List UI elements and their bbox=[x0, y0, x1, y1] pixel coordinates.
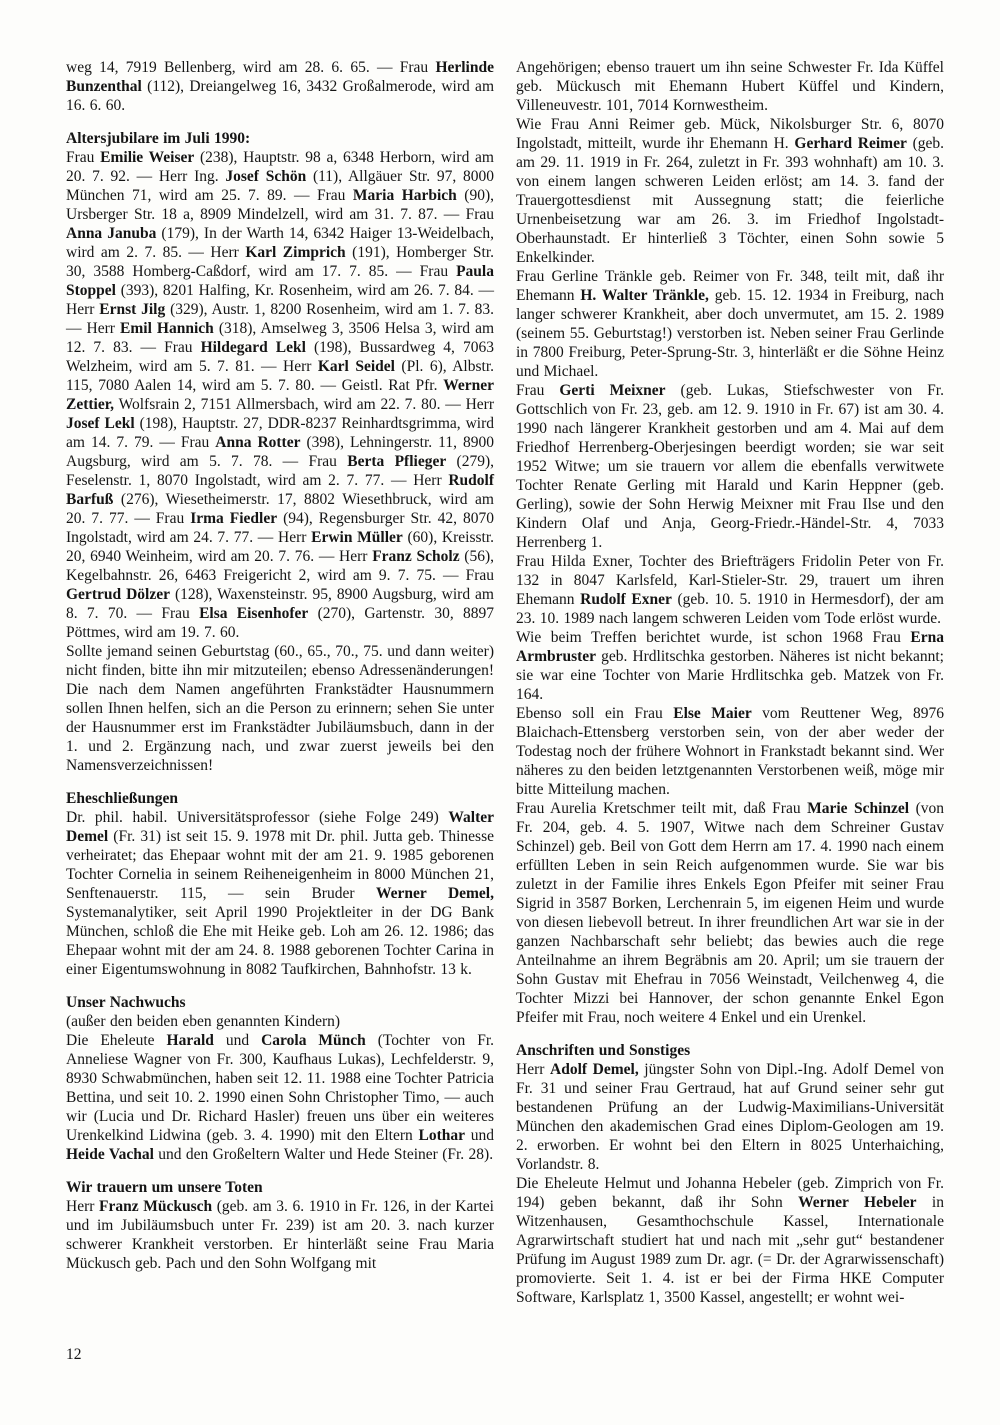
body-text: und bbox=[465, 1127, 495, 1144]
body-text: (geb. 10. 5. 1910 in Hermesdorf), der am 23. 10. 1989 nach langem schweren Leiden vom Tode erlöst wurde. bbox=[516, 591, 944, 627]
bold-text: Gertrud Dölzer bbox=[66, 586, 170, 603]
left-column bbox=[66, 58, 494, 1307]
body-text: (von Fr. 204, geb. 4. 5. 1907, Witwe nach dem Schreiner Gustav Schinzel) geb. Beil von Gott dem Herrn am 17. 4. 1990 nach einem erfüllten Leben in sein Reich aufgenommen wurde. Sie war bis zuletzt in der Familie ihres Enkels Egon Pfeifer mit seiner Frau Sigrid in 3587 Borken, Lerchenrain 5, im eigenen Heim und wurde von diesen liebevoll betreut. In ihrer freundlichen Art war sie in der ganzen Nachbarschaft sehr beliebt; das bewies auch die rege Anteilnahme an ihrem Begräbnis am 20. April; um sie trauern der Sohn Gustav mit Ehefrau in 7056 Weinstadt, Veilchenweg 4, die Tochter Mizzi bei Hannover, der schon genannte Enkel Egon Pfeifer mit Frau, noch weitere 4 Enkel und ein Urenkel. bbox=[516, 800, 944, 1026]
body-text: (198), Hauptstr. 27, DDR-8237 Reinhardtsgrimma, wird am 14. 7. 79. — Frau bbox=[66, 415, 495, 451]
body-text: Systemanalytiker, seit April 1990 Projektleiter in der DG Bank München, schloß die Ehe mit Heike geb. Loh am 26. 12. 1986; das Ehepaar wohnt mit der am 24. 8. 1988 geborenen Tochter Carina in einer Eigentumswohnung in 8082 Taufkirchen, Bahnhofstr. 13 k. bbox=[66, 904, 494, 978]
bold-text: Ernst Jilg bbox=[99, 301, 166, 318]
body-text: (398), Lehningerstr. 11, 8900 Augsburg, wird am 5. 7. 78. — Frau bbox=[66, 434, 494, 470]
body-text: (56), Kegelbahnstr. 26, 6463 Freigericht 2, wird am 9. 7. 75. — Frau bbox=[66, 548, 495, 584]
body-text: (393), 8201 Halfing, Kr. Rosenheim, wird am 26. 7. 84. — Herr bbox=[66, 282, 494, 318]
bold-text: Josef Lekl bbox=[66, 415, 135, 432]
body-text: Ebenso soll ein Frau bbox=[516, 705, 674, 722]
body-text: und bbox=[213, 1032, 262, 1049]
body-text: (Pl. 6), Albstr. 115, 7080 Aalen 14, wird am 5. 7. 80. — Geistl. Rat Pfr. bbox=[66, 358, 494, 394]
body-text: geb. 15. 12. 1934 in Freiburg, nach langer schwerer Krankheit, aber doch unvermutet, am 15. 2. 1989 (seinem 55. Geburtstag!) verstorben ist. Neben seiner Frau Gerlinde in 7800 Freiburg, Peter-Sprung-Str. 3, hinterläßt er die Söhne Heinz und Michael. bbox=[516, 287, 944, 380]
bold-text: Erwin Müller bbox=[311, 529, 403, 546]
body-text: vom Reuttener Weg, 8976 Blaichach-Ettensberg verstorben sein, von der aber weder der Todestag noch der frühere Wohnort in Frankstadt bekannt sind. Wer näheres zu den beiden letztgenannten Verstorbenen weiß, möge mir bitte Mitteilung machen. bbox=[516, 705, 944, 798]
bold-text: Else Maier bbox=[673, 705, 752, 722]
body-text: Frau Aurelia Kretschmer teilt mit, daß Frau bbox=[516, 800, 808, 817]
bold-text: Emilie Weiser bbox=[100, 149, 195, 166]
bold-text: Heide Vachal bbox=[66, 1146, 154, 1163]
body-text: (179), In der Warth 14, 6342 Haiger 13-Weidelbach, wird am 2. 7. 85. — Herr bbox=[66, 225, 494, 261]
body-text: (198), Bussardweg 4, 7063 Welzheim, wird am 5. 7. 81. — Herr bbox=[66, 339, 494, 375]
body-text: (Fr. 31) ist seit 15. 9. 1978 mit Dr. phil. Jutta geb. Thinesse verheiratet; das Ehepaar wohnt mit der am 21. 9. 1985 geborenen Tochter Cornelia in seinem Reiheneigenheim in 8000 München 21, Senftenauerstr. 115, — sein Bruder bbox=[66, 828, 494, 902]
body-text: Frau bbox=[516, 382, 560, 399]
bold-text: Werner Demel, bbox=[375, 885, 494, 902]
paragraph bbox=[66, 58, 494, 115]
bold-text: Elsa Eisenhofer bbox=[199, 605, 309, 622]
bold-text: Adolf Demel, bbox=[550, 1061, 639, 1078]
text-columns bbox=[66, 58, 944, 1307]
body-text: (geb. Lukas, Stiefschwester von Fr. Gottschlich von Fr. 23, geb. am 12. 9. 1910 in Fr. 67) ist am 30. 4. 1990 nach längerer Krankheit gestorben und am 4. Mai auf dem Friedhof Herrenberg-Oberjesingen beerdigt worden; sie war seit 1952 Witwe; um sie trauern vor allem die ebenfalls verwitwete Tochter Renate Gerling mit Harald und Karin Heppner (geb. Gerling), sowie der Sohn Herwig Meixner mit Frau Ilse und den Kindern Olaf und Anja, Georg-Friedr.-Händel-Str. 4, 7033 Herrenberg 1. bbox=[516, 382, 944, 551]
body-text: (112), Dreiangelweg 16, 3432 Großalmerode, wird am 16. 6. 60. bbox=[66, 78, 494, 114]
bold-text: Paula Stoppel bbox=[66, 263, 494, 299]
paragraph bbox=[516, 704, 944, 799]
bold-text: H. Walter Tränkle, bbox=[580, 287, 709, 304]
paragraph bbox=[66, 1031, 494, 1164]
body-text: Sollte jemand seinen Geburtstag (60., 65., 70., 75. und dann weiter) nicht finden, bitte ihn mir mitzuteilen; ebenso Adressenänderungen! Die nach dem Namen angeführten Frankstädter Hausnummern sollen Ihnen helfen, sich an die Person zu erinnern; sehen Sie unter der Hausnummer erst im Frankstädter Jubiläumsbuch, dann in der 1. und 2. Ergänzung nach, und zwar zuerst jeweils bei den Namensverzeichnissen! bbox=[66, 643, 494, 774]
bold-text: Erna Armbruster bbox=[516, 629, 944, 665]
section-heading bbox=[66, 129, 494, 148]
bold-text: Franz Mückusch bbox=[99, 1198, 213, 1215]
bold-text: Carola Münch bbox=[261, 1032, 366, 1049]
body-text: (außer den beiden eben genannten Kindern) bbox=[66, 1013, 341, 1030]
bold-text: Marie Schinzel bbox=[807, 800, 910, 817]
bold-text: Karl Seidel bbox=[317, 358, 395, 375]
bold-text: Lothar bbox=[418, 1127, 466, 1144]
body-text: (geb. am 3. 6. 1910 in Fr. 126, in der Kartei und im Jubiläumsbuch unter Fr. 239) ist am 20. 3. nach kurzer schwerer Krankheit verstorben. Er hinterläßt seine Frau Maria Mückusch geb. Pach und den Sohn Wolfgang mit bbox=[66, 1198, 494, 1272]
bold-text: Wir trauern um unsere Toten bbox=[66, 1179, 263, 1196]
paragraph bbox=[516, 552, 944, 628]
body-text: Wolfsrain 2, 7151 Allmersbach, wird am 22. 7. 80. — Herr bbox=[114, 396, 494, 413]
body-text: (270), Gartenstr. 30, 8897 Pöttmes, wird am 19. 7. 60. bbox=[66, 605, 494, 641]
body-text: Wie Frau Anni Reimer geb. Mück, Nikolsburger Str. 6, 8070 Ingolstadt, mitteilt, wurde ihr Ehemann H. bbox=[516, 116, 944, 152]
body-text: (238), Hauptstr. 98 a, 6348 Herborn, wird am 20. 7. 92. — Herr Ing. bbox=[66, 149, 494, 185]
body-text: (318), Amselweg 3, 3506 Helsa 3, wird am 12. 7. 83. — Frau bbox=[66, 320, 495, 356]
body-text: in Witzenhausen, Gesamthochschule Kassel, Internationale Agrarwirtschaft studiert hat und nach mit „sehr gut“ bestandener Prüfung im August 1989 zum Dr. agr. (= Dr. der Agrarwissenschaft) promovierte. Seit 1. 4. ist er bei der Firma HKE Computer Software, Karlsplatz 1, 3500 Kassel, angestellt; er wohnt wei- bbox=[516, 1194, 944, 1306]
body-text: Wie beim Treffen berichtet wurde, ist schon 1968 Frau bbox=[516, 629, 911, 646]
bold-text: Harald bbox=[166, 1032, 214, 1049]
body-text: Die Eheleute Helmut und Johanna Hebeler (geb. Zimprich von Fr. 194) geben bekannt, daß ihr Sohn bbox=[516, 1175, 944, 1211]
bold-text: Anna Rotter bbox=[215, 434, 301, 451]
bold-text: Rudolf Exner bbox=[580, 591, 672, 608]
bold-text: Herlinde Bunzenthal bbox=[66, 59, 494, 95]
bold-text: Anna Januba bbox=[66, 225, 157, 242]
section-heading bbox=[66, 789, 494, 808]
paragraph bbox=[516, 115, 944, 267]
body-text: (128), Waxensteinstr. 95, 8900 Augsburg, wird am 8. 7. 70. — Frau bbox=[66, 586, 494, 622]
section-heading bbox=[66, 993, 494, 1012]
body-text: (94), Regensburger Str. 42, 8070 Ingolstadt, wird am 24. 7. 77. — Herr bbox=[66, 510, 495, 546]
right-column bbox=[516, 58, 944, 1307]
body-text: (329), Austr. 1, 8200 Rosenheim, wird am 1. 7. 83. — Herr bbox=[66, 301, 494, 337]
bold-text: Hildegard Lekl bbox=[200, 339, 306, 356]
body-text: (90), Ursberger Str. 18 a, 8909 Mindelzell, wird am 31. 7. 87. — Frau bbox=[66, 187, 494, 223]
body-text: (60), Kreisstr. 20, 6940 Weinheim, wird am 20. 7. 76. — Herr bbox=[66, 529, 494, 565]
body-text: (11), Allgäuer Str. 97, 8000 München 71, wird am 25. 7. 89. — Frau bbox=[66, 168, 494, 204]
body-text: (279), Feselenstr. 1, 8070 Ingolstadt, wird am 2. 7. 77. — Herr bbox=[66, 453, 494, 489]
paragraph bbox=[516, 58, 944, 115]
section-heading bbox=[516, 1041, 944, 1060]
body-text: (276), Wiesetheimerstr. 17, 8802 Wiesethbruck, wird am 20. 7. 77. — Frau bbox=[66, 491, 494, 527]
paragraph bbox=[66, 808, 494, 979]
body-text: Dr. phil. habil. Universitätsprofessor (siehe Folge 249) bbox=[66, 809, 449, 826]
bold-text: Walter Demel bbox=[66, 809, 494, 845]
body-text: (geb. am 29. 11. 1919 in Fr. 264, zuletzt in Fr. 393 wohnhaft) am 10. 3. von einem langen schweren Leiden erlöst; am 14. 3. fand der Trauergottesdienst mit Aussegnung statt; die feierliche Urnenbeisetzung war am 26. 3. im Friedhof Ingolstadt-Oberhaunstadt. Er hinterließ 3 Töchter, einen Sohn sowie 5 Enkelkinder. bbox=[516, 135, 944, 266]
paragraph bbox=[516, 628, 944, 704]
body-text: (191), Homberger Str. 30, 3588 Homberg-Caßdorf, wird am 17. 7. 85. — Frau bbox=[66, 244, 495, 280]
body-text: weg 14, 7919 Bellenberg, wird am 28. 6. 65. — Frau bbox=[66, 59, 436, 76]
bold-text: Karl Zimprich bbox=[245, 244, 346, 261]
body-text: Die Eheleute bbox=[66, 1032, 167, 1049]
bold-text: Franz Scholz bbox=[372, 548, 460, 565]
bold-text: Werner Hebeler bbox=[798, 1194, 917, 1211]
bold-text: Altersjubilare im Juli 1990: bbox=[66, 130, 251, 147]
bold-text: Anschriften und Sonstiges bbox=[516, 1042, 691, 1059]
paragraph bbox=[516, 381, 944, 552]
body-text: Angehörigen; ebenso trauert um ihn seine Schwester Fr. Ida Küffel geb. Mückusch mit Ehemann Hubert Küffel und Kindern, Villeneuvestr. 101, 7014 Kornwestheim. bbox=[516, 59, 944, 114]
paragraph bbox=[66, 148, 494, 642]
paragraph bbox=[516, 1060, 944, 1174]
bold-text: Irma Fiedler bbox=[190, 510, 278, 527]
paragraph bbox=[516, 1174, 944, 1307]
paragraph bbox=[66, 642, 494, 775]
body-text: Herr bbox=[516, 1061, 551, 1078]
body-text: geb. Hrdlitschka gestorben. Näheres ist nicht bekannt; sie war eine Tochter von Marie Hrdlitschka geb. Matzek von Fr. 164. bbox=[516, 648, 944, 703]
page-number: 12 bbox=[66, 1346, 82, 1363]
paragraph bbox=[66, 1197, 494, 1273]
body-text: Frau Gerline Tränkle geb. Reimer von Fr. 348, teilt mit, daß ihr Ehemann bbox=[516, 268, 944, 304]
body-text: und den Großeltern Walter und Hede Steiner (Fr. 28). bbox=[153, 1146, 494, 1163]
body-text: Frau bbox=[66, 149, 101, 166]
bold-text: Emil Hannich bbox=[120, 320, 214, 337]
paragraph bbox=[516, 799, 944, 1027]
section-heading bbox=[66, 1178, 494, 1197]
bold-text: Unser Nachwuchs bbox=[66, 994, 186, 1011]
paragraph bbox=[516, 267, 944, 381]
bold-text: Eheschließungen bbox=[66, 790, 178, 807]
bold-text: Josef Schön bbox=[225, 168, 307, 185]
body-text: jüngster Sohn von Dipl.-Ing. Adolf Demel von Fr. 31 und seiner Frau Gertraud, hat auf Grund seiner sehr gut bestandenen Prüfung an der Ludwig-Maximilians-Universität München den akademischen Grad eines Diplom-Geologen am 19. 2. erworben. Er wohnt bei den Eltern in 8025 Unterhaiching, Vorlandstr. 8. bbox=[516, 1061, 945, 1173]
body-text: (Tochter von Fr. Anneliese Wagner von Fr. 300, Kaufhaus Lukas), Lechfelderstr. 9, 8930 Schwabmünchen, haben seit 12. 11. 1988 eine Tochter Patricia Bettina, und seit 10. 2. 1990 einen Sohn Christopher Timo, — auch wir (Lucia und Dr. Richard Hasler) freuen uns über ein weiteres Urenkelkind Lidwina (geb. 3. 4. 1990) mit den Eltern bbox=[66, 1032, 494, 1144]
bold-text: Rudolf Barfuß bbox=[66, 472, 494, 508]
bold-text: Werner Zettier, bbox=[66, 377, 494, 413]
paragraph bbox=[66, 1012, 494, 1031]
bold-text: Maria Harbich bbox=[352, 187, 457, 204]
bold-text: Berta Pflieger bbox=[347, 453, 447, 470]
body-text: Herr bbox=[66, 1198, 100, 1215]
bold-text: Gerhard Reimer bbox=[794, 135, 907, 152]
body-text: Frau Hilda Exner, Tochter des Briefträgers Fridolin Peter von Fr. 132 in 8047 Karlsfeld, Karl-Stieler-Str. 29, trauert um ihren Ehemann bbox=[516, 553, 944, 608]
bold-text: Gerti Meixner bbox=[559, 382, 666, 399]
